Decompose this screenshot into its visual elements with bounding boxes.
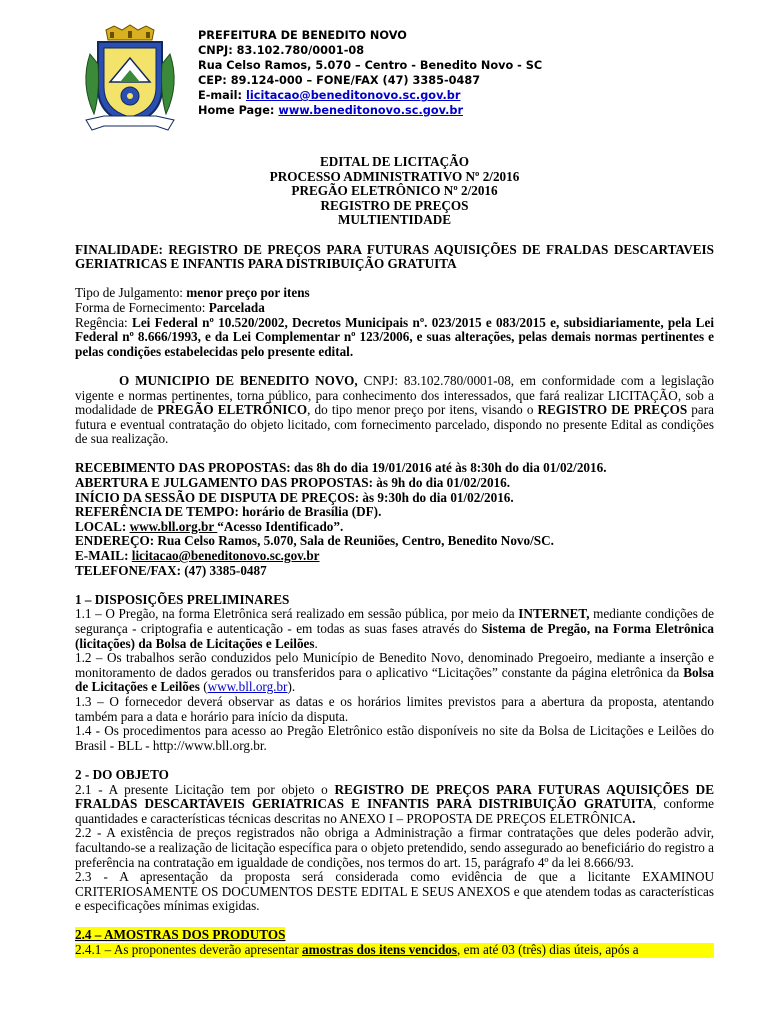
regencia: Regência: Lei Federal nº 10.520/2002, Decretos Municipais nº. 023/2015 e 083/2015 e, subsidiariamente, pela Lei Federal nº 8.666/1993, e da Lei Complementar nº 123/2006, e suas alterações, pelas demais normas pertinentes e pelas condições estabelecidas pelo presente edital.: [75, 314, 714, 359]
item-2-3: 2.3 - A apresentação da proposta será considerada como evidência de que a licitante EXAMINOU CRITERIOSAMENTE OS DOCUMENTOS DESTE EDITAL E SEUS ANEXOS e que atendem todas as características e especificações mínimas exigidas.: [75, 869, 714, 914]
telefone: TELEFONE/FAX: (47) 3385-0487: [75, 562, 267, 578]
item-2-4-1: 2.4.1 – As proponentes deverão apresentar amostras dos itens vencidos, em até 03 (três) dias úteis, após a: [75, 943, 714, 958]
item-1-1: 1.1 – O Pregão, na forma Eletrônica será realizado em sessão pública, por meio da INTERNET, mediante condições de segurança - criptografia e autenticação - em todas as suas fases através do Sistema de Pregão, na Forma Eletrônica (licitações) da Bolsa de Licitações e Leilões.: [75, 606, 714, 651]
prefeitura-name: PREFEITURA DE BENEDITO NOVO: [198, 29, 407, 42]
email-link[interactable]: licitacao@beneditonovo.sc.gov.br: [246, 89, 461, 102]
preambulo: O MUNICIPIO DE BENEDITO NOVO, CNPJ: 83.102.780/0001-08, em conformidade com a legislação vigente e normas pertinentes, torna público, para conhecimento dos interessados, que fará realizar LICITAÇÃO, sob a modalidade de PREGÃO ELETRÔNICO, do tipo menor preço por itens, visando o REGISTRO DE PREÇOS para futura e eventual contratação do objeto licitado, com fornecimento parcelado, dispondo no presente Edital as condições de sua realização.: [75, 372, 714, 447]
homepage-link[interactable]: www.beneditonovo.sc.gov.br: [278, 104, 464, 117]
bll-site-link[interactable]: www.bll.org.br: [207, 679, 288, 695]
section-2-4-title: 2.4 – AMOSTRAS DOS PRODUTOS: [75, 927, 286, 943]
recebimento-propostas: RECEBIMENTO DAS PROPOSTAS: das 8h do dia 19/01/2016 até às 8:30h do dia 01/02/2016.: [75, 460, 607, 476]
inicio-sessao: INÍCIO DA SESSÃO DE DISPUTA DE PREÇOS: às 9:30h do dia 01/02/2016.: [75, 489, 514, 505]
bll-link[interactable]: www.bll.org.br: [129, 518, 218, 534]
section-1-title: 1 – DISPOSIÇÕES PRELIMINARES: [75, 591, 290, 607]
section-2-title: 2 - DO OBJETO: [75, 766, 169, 782]
doc-title-2: PROCESSO ADMINISTRATIVO Nº 2/2016: [269, 168, 520, 184]
item-1-2: 1.2 – Os trabalhos serão conduzidos pelo Município de Benedito Novo, denominado Pregoeiro, mediante a inserção e monitoramento de dados gerados ou transferidos para o aplicativo “Licitações” constante da página eletrônica da Bolsa de Licitações e Leilões (www.bll.org.br).: [75, 650, 714, 695]
letterhead-text: [198, 28, 542, 118]
abertura-julgamento: ABERTURA E JULGAMENTO DAS PROPOSTAS: às 9h do dia 01/02/2016.: [75, 475, 511, 491]
licitacao-email-link[interactable]: licitacao@beneditonovo.sc.gov.br: [131, 548, 320, 564]
local: LOCAL: www.bll.org.br “Acesso Identificado”.: [75, 518, 344, 534]
tipo-julgamento: Tipo de Julgamento: menor preço por itens: [75, 285, 310, 301]
email-info: E-MAIL: licitacao@beneditonovo.sc.gov.br: [75, 548, 320, 564]
letterhead: [76, 24, 756, 134]
forma-fornecimento: Forma de Fornecimento: Parcelada: [75, 299, 265, 315]
doc-title-5: MULTIENTIDADE: [337, 212, 452, 228]
item-1-3: 1.3 – O fornecedor deverá observar as datas e os horários limites previstos para a abertura da proposta, atentando também para a data e horário para início da disputa.: [75, 693, 714, 724]
referencia-tempo: REFERÊNCIA DE TEMPO: horário de Brasília (DF).: [75, 504, 382, 520]
doc-title-3: PREGÃO ELETRÔNICO Nº 2/2016: [291, 183, 498, 199]
item-2-1: 2.1 - A presente Licitação tem por objeto o REGISTRO DE PREÇOS PARA FUTURAS AQUISIÇÕES DE FRALDAS DESCARTAVEIS GERIATRICAS E INFANTIS PARA DISTRIBUIÇÃO GRATUITA, conforme quantidades e características técnicas descritas no ANEXO I – PROPOSTA DE PREÇOS ELETRÔNICA.: [75, 781, 715, 826]
edital-body: [75, 155, 714, 958]
email-line: E-mail: licitacao@beneditonovo.sc.gov.br: [198, 89, 461, 102]
doc-title-4: REGISTRO DE PREÇOS: [320, 197, 469, 213]
item-2-2: 2.2 - A existência de preços registrados não obriga a Administração a firmar contratações que deles poderão advir, facultando-se a realização de licitação específica para o objeto pretendido, sendo assegurado ao beneficiário do registro a preferência na contratação em igualdade de condições, nos termos do art. 15, parágrafo 4º da lei 8.666/93.: [75, 825, 714, 870]
address: Rua Celso Ramos, 5.070 – Centro - Benedito Novo - SC: [198, 59, 543, 72]
municipal-crest-icon: [76, 24, 184, 134]
finalidade: FINALIDADE: REGISTRO DE PREÇOS PARA FUTURAS AQUISIÇÕES DE FRALDAS DESCARTAVEIS GERIATRICAS E INFANTIS PARA DISTRIBUIÇÃO GRATUITA: [75, 241, 714, 272]
cep-phone: CEP: 89.124-000 – FONE/FAX (47) 3385-0487: [198, 74, 481, 87]
homepage-line: Home Page: www.beneditonovo.sc.gov.br: [198, 104, 464, 117]
item-1-4: 1.4 - Os procedimentos para acesso ao Pregão Eletrônico estão disponíveis no site da Bolsa de Licitações e Leilões do Brasil - BLL - http://www.bll.org.br.: [75, 723, 714, 753]
endereco: ENDEREÇO: Rua Celso Ramos, 5.070, Sala de Reuniões, Centro, Benedito Novo/SC.: [75, 533, 554, 549]
cnpj: CNPJ: 83.102.780/0001-08: [198, 44, 365, 57]
doc-title-1: EDITAL DE LICITAÇÃO: [319, 154, 469, 169]
